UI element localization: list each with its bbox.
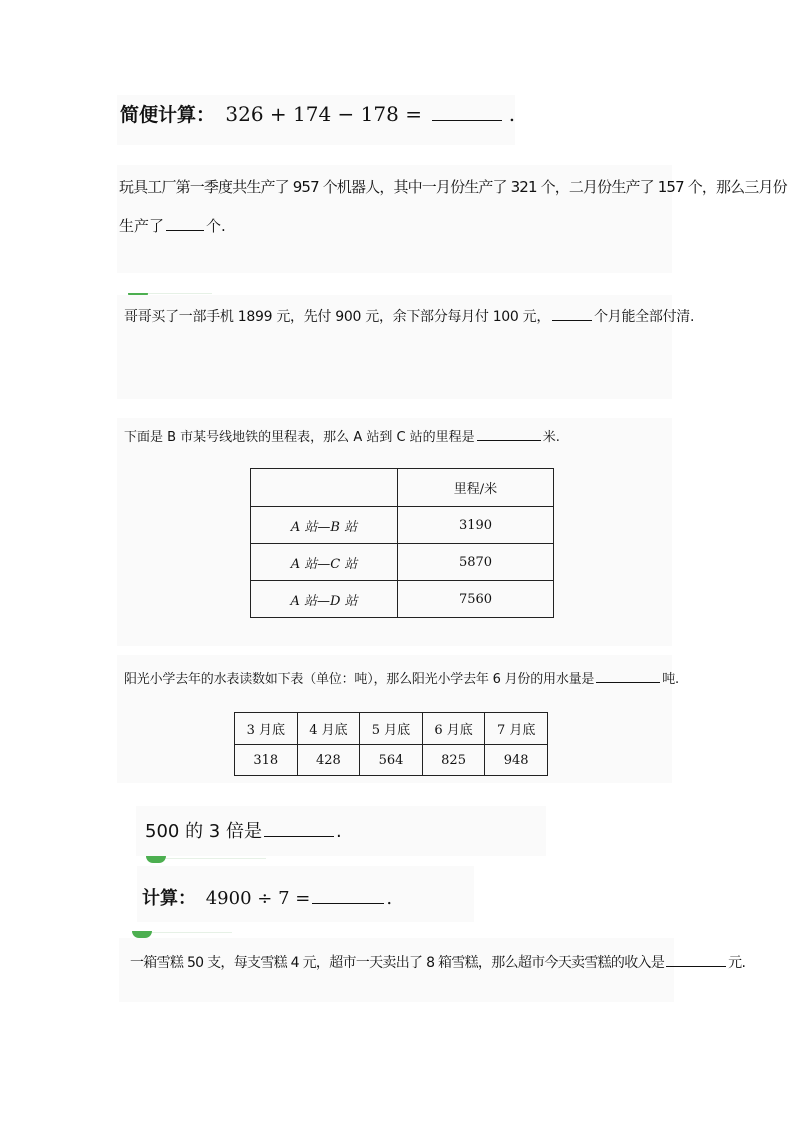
- q5-text-end: 吨.: [662, 672, 679, 687]
- q1-label: 简便计算：: [120, 104, 216, 126]
- mileage-table-station: A 站—C 站: [251, 544, 398, 581]
- q1-period: .: [508, 102, 516, 126]
- water-table-month: 7 月底: [485, 713, 548, 745]
- water-table-month: 5 月底: [360, 713, 423, 745]
- water-meter-table: [234, 712, 548, 776]
- water-table-value: 564: [360, 745, 423, 776]
- q3-text: 哥哥买了一部手机 1899 元，先付 900 元，余下部分每月付 100 元，: [124, 309, 551, 325]
- question-2-line-2: [119, 215, 226, 236]
- q6-text: 500 的 3 倍是: [145, 821, 262, 842]
- mileage-table-value: 7560: [398, 581, 554, 618]
- q3-answer-blank[interactable]: [552, 319, 592, 321]
- question-8: [130, 952, 745, 972]
- q2-answer-blank[interactable]: [166, 229, 204, 231]
- q7-answer-blank[interactable]: [312, 902, 384, 904]
- water-table-value: 318: [235, 745, 298, 776]
- mileage-table-value: 3190: [398, 507, 554, 544]
- q5-answer-blank[interactable]: [596, 681, 660, 683]
- q6-answer-blank[interactable]: [264, 835, 334, 837]
- water-table-value: 428: [297, 745, 360, 776]
- water-table-value: 825: [422, 745, 485, 776]
- question-1: [120, 100, 515, 127]
- q5-text: 阳光小学去年的水表读数如下表（单位：吨），那么阳光小学去年 6 月份的用水量是: [124, 672, 595, 687]
- q3-text-end: 个月能全部付清.: [594, 309, 695, 325]
- divider-line: [152, 932, 232, 933]
- mileage-table-corner: [251, 469, 398, 507]
- q7-label: 计算：: [142, 888, 196, 909]
- water-table-value: 948: [485, 745, 548, 776]
- water-table-month: 4 月底: [297, 713, 360, 745]
- green-tab-decoration: [132, 931, 152, 938]
- q1-answer-blank[interactable]: [432, 119, 502, 121]
- green-tab-decoration: [146, 856, 166, 863]
- mileage-table-station: A 站—D 站: [251, 581, 398, 618]
- water-table-month: 3 月底: [235, 713, 298, 745]
- q8-answer-blank[interactable]: [666, 965, 726, 967]
- divider-line: [166, 858, 266, 859]
- q8-text: 一箱雪糕 50 支，每支雪糕 4 元，超市一天卖出了 8 箱雪糕，那么超市今天卖雪糕的收入是: [130, 955, 665, 971]
- mileage-table-station: A 站—B 站: [251, 507, 398, 544]
- q4-text: 下面是 B 市某号线地铁的里程表，那么 A 站到 C 站的里程是: [124, 430, 475, 445]
- question-2-line-1: 玩具工厂第一季度共生产了 957 个机器人，其中一月份生产了 321 个，二月份生产了 157 个，那么三月份: [119, 178, 787, 196]
- q4-text-end: 米.: [542, 430, 560, 445]
- q1-expression: 326 + 174 − 178 =: [225, 102, 422, 126]
- q2-text-end: 个.: [206, 217, 226, 235]
- mileage-table-value: 5870: [398, 544, 554, 581]
- q7-expression: 4900 ÷ 7 =: [205, 888, 311, 909]
- question-5: [124, 668, 679, 687]
- q4-answer-blank[interactable]: [477, 439, 541, 441]
- q8-text-end: 元.: [728, 955, 746, 971]
- question-7: [142, 884, 392, 910]
- question-3: [124, 306, 694, 326]
- mileage-table-header: 里程/米: [398, 469, 554, 507]
- question-4: [124, 426, 560, 445]
- q6-period: .: [335, 821, 342, 842]
- q7-period: .: [386, 888, 393, 909]
- q2-text: 生产了: [119, 217, 165, 235]
- question-6: [145, 817, 342, 843]
- mileage-table: [250, 468, 554, 618]
- water-table-month: 6 月底: [422, 713, 485, 745]
- divider-line: [148, 293, 212, 294]
